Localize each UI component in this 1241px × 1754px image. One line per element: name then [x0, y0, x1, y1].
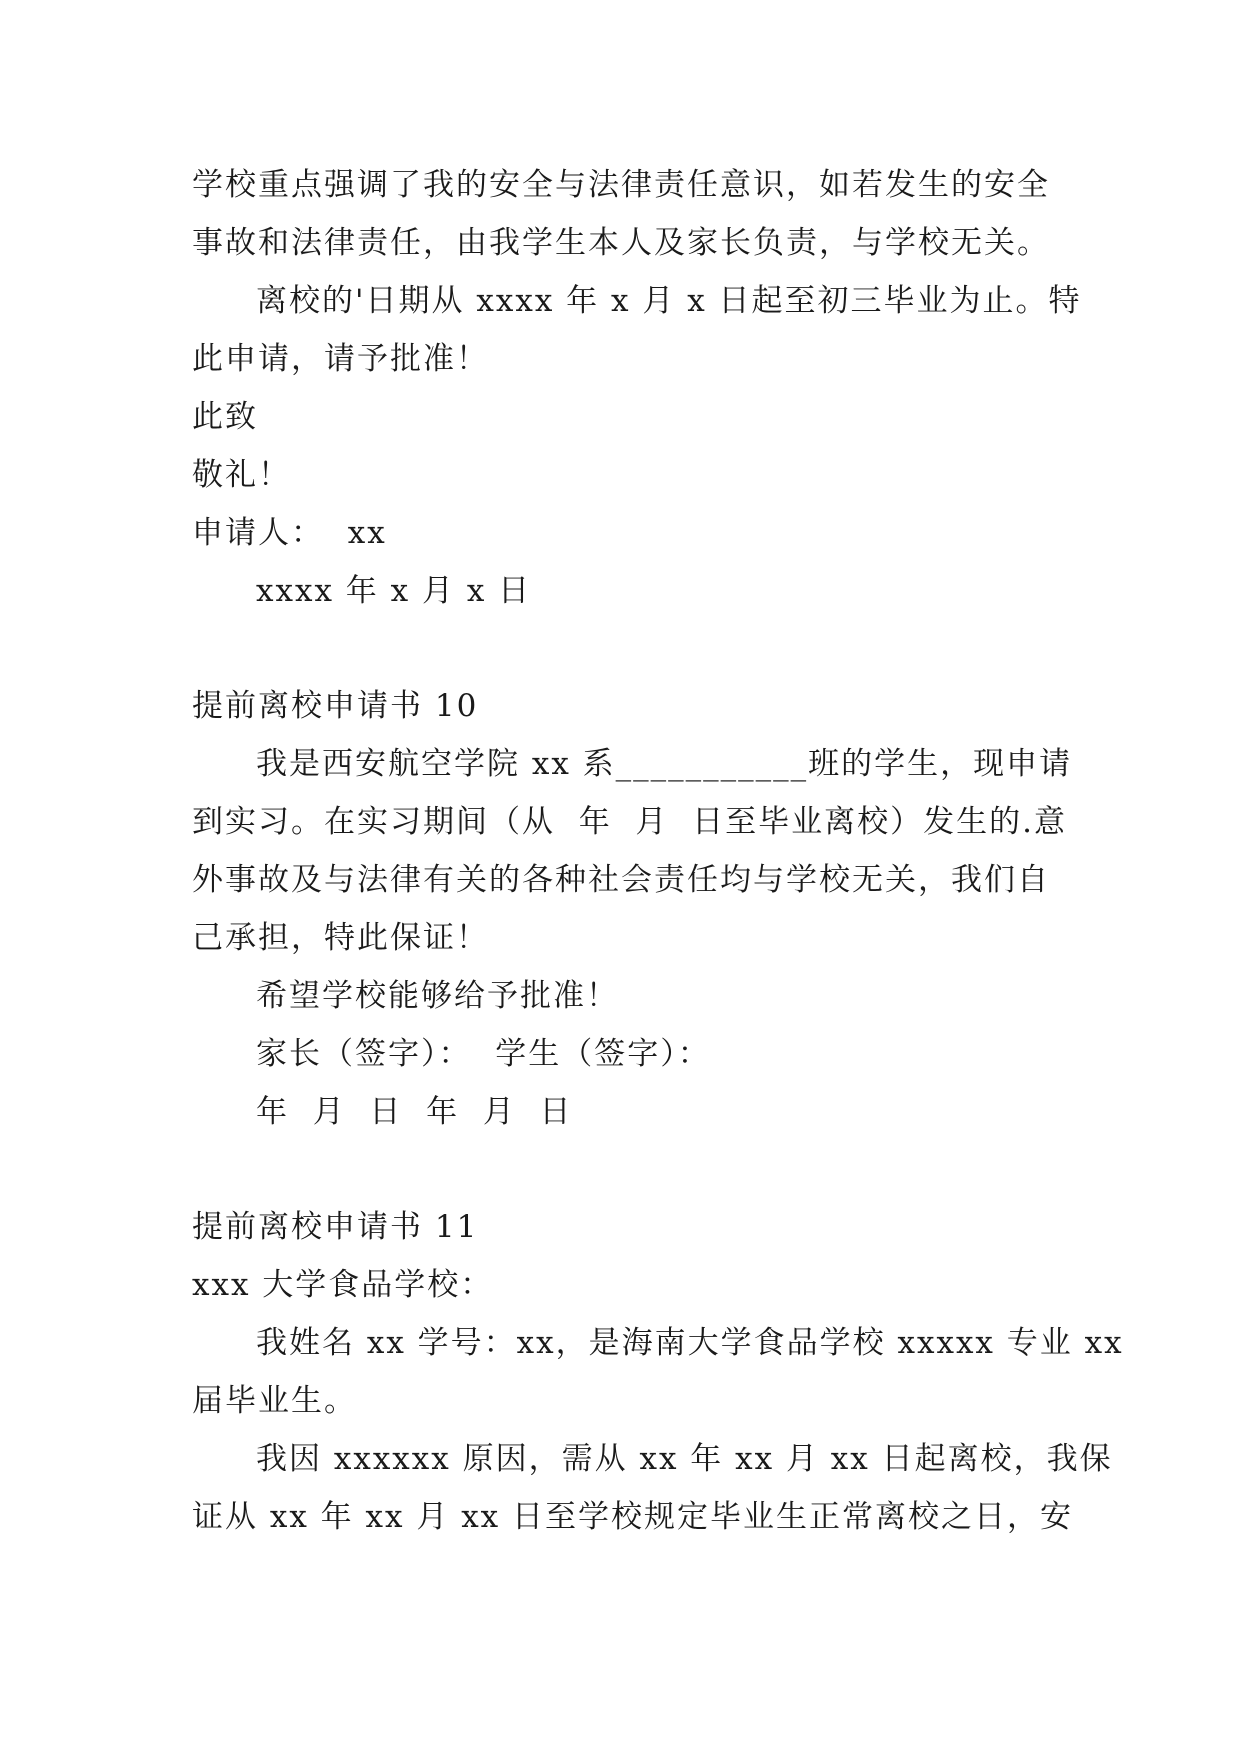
paragraph-line: 学校重点强调了我的安全与法律责任意识，如若发生的安全	[192, 167, 1050, 203]
paragraph-line: 我姓名 xx 学号：xx，是海南大学食品学校 xxxxx 专业 xx	[256, 1325, 1124, 1361]
paragraph-line: 此申请，请予批准！	[192, 341, 489, 377]
paragraph-line: 希望学校能够给予批准！	[256, 978, 619, 1014]
paragraph-line: 届毕业生。	[192, 1383, 357, 1419]
paragraph-line: 证从 xx 年 xx 月 xx 日至学校规定毕业生正常离校之日，安	[192, 1499, 1074, 1535]
paragraph-line: 外事故及与法律有关的各种社会责任均与学校无关，我们自	[192, 862, 1050, 898]
paragraph-line: 到实习。在实习期间（从 年 月 日至毕业离校）发生的.意	[192, 804, 1067, 840]
paragraph-line: 离校的'日期从 xxxx 年 x 月 x 日起至初三毕业为止。特	[256, 283, 1082, 319]
signature-line: 家长（签字）： 学生（签字）：	[256, 1036, 711, 1072]
date-line: 年 月 日 年 月 日	[256, 1094, 573, 1130]
applicant-line: 申请人： xx	[192, 515, 387, 551]
section-title: 提前离校申请书 10	[192, 688, 479, 724]
paragraph-line: 我因 xxxxxx 原因，需从 xx 年 xx 月 xx 日起离校，我保	[256, 1441, 1113, 1477]
addressee-line: xxx 大学食品学校：	[192, 1267, 494, 1303]
paragraph-line: 事故和法律责任，由我学生本人及家长负责，与学校无关。	[192, 225, 1050, 261]
closing-salutation: 此致	[192, 399, 258, 435]
paragraph-line: 己承担，特此保证！	[192, 920, 489, 956]
section-title: 提前离校申请书 11	[192, 1209, 479, 1245]
closing-regards: 敬礼！	[192, 457, 291, 493]
paragraph-line: 我是西安航空学院 xx 系___________班的学生，现申请	[256, 746, 1073, 782]
date-line: xxxx 年 x 月 x 日	[256, 573, 532, 609]
